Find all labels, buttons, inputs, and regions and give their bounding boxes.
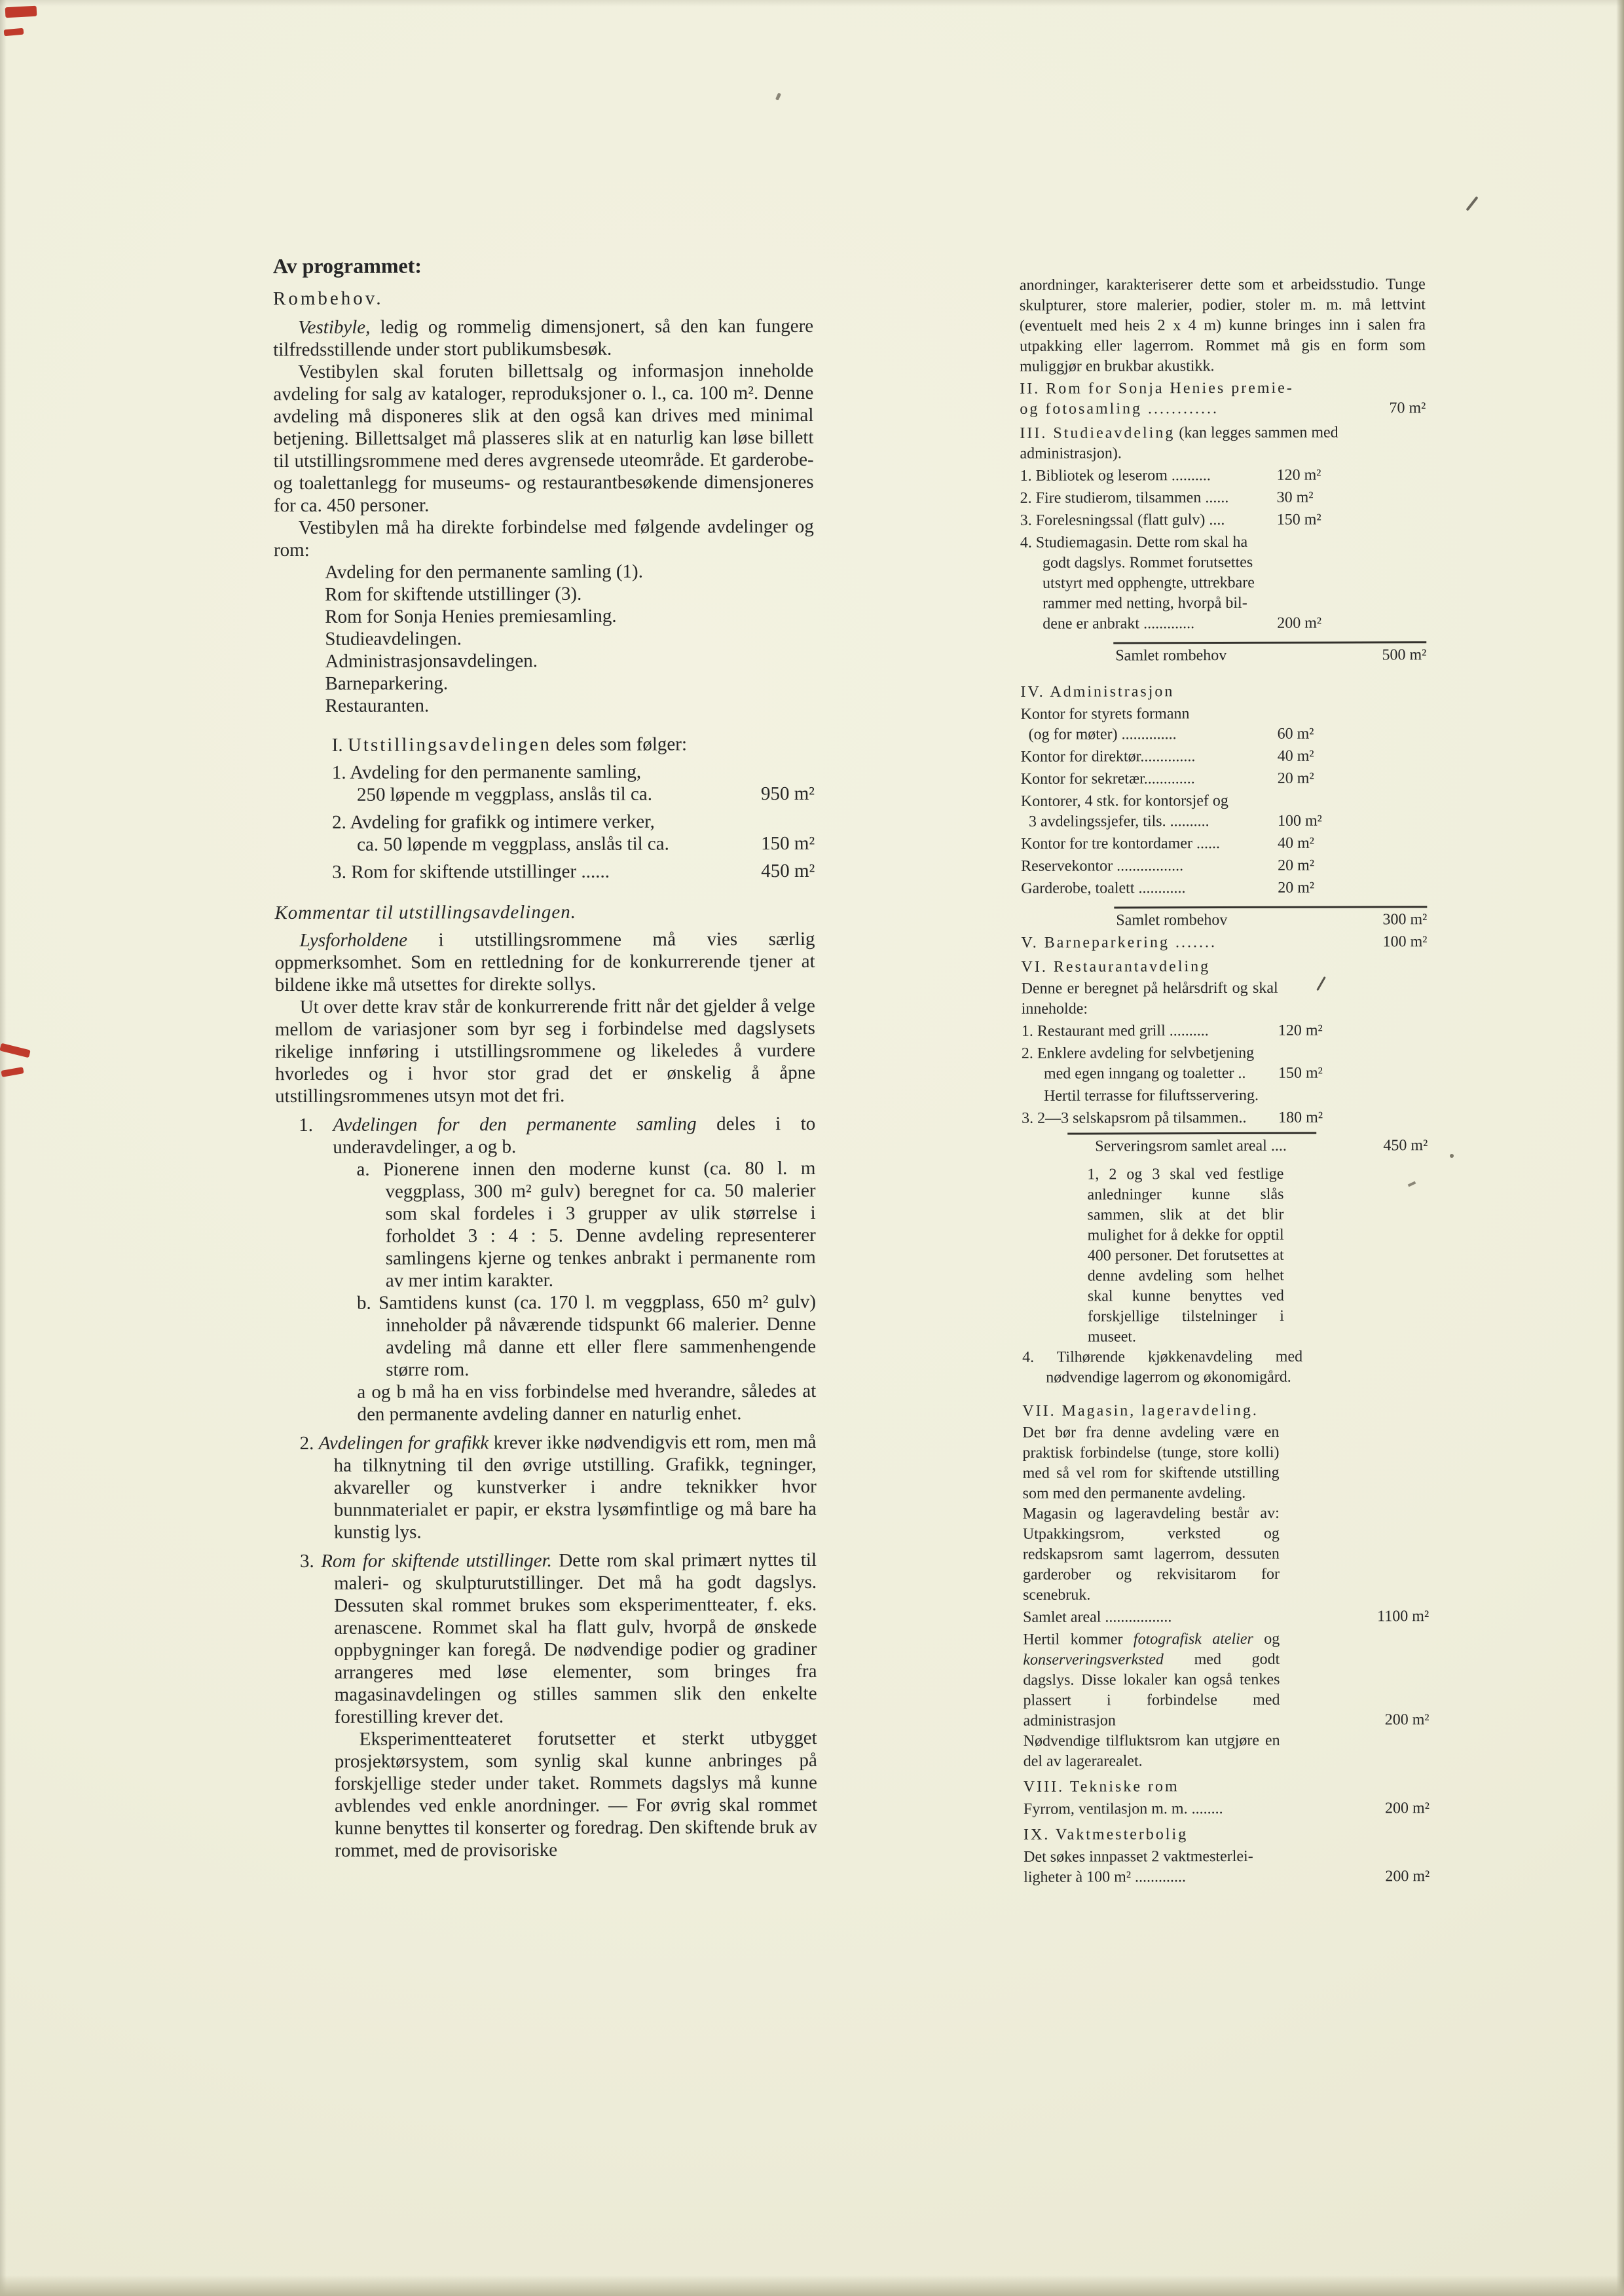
connection-item: Restauranten. bbox=[325, 695, 430, 716]
para-text: med godt dagslys. Disse lokaler kan også tenkes plassert i forbindelse med administrasjon bbox=[1023, 1650, 1280, 1730]
para-eksperimentteater: Eksperimentteateret forutsetter et sterkt utbygget prosjektørsystem, som synlig skal kunne anbringes på forskjellige steder under taket. Rommets dagslys må kunne avblendes ved enkle anordninger. — For øvrig skal rommet kunne benyttes til konserter og foredrag. Den skiftende bruk av rommet, med de provisoriske bbox=[334, 1727, 818, 1861]
room-label bbox=[1020, 379, 1294, 420]
item-marker: a. bbox=[356, 1158, 370, 1180]
exhibition-item-text bbox=[274, 760, 739, 806]
restaurant-item bbox=[1022, 1085, 1428, 1107]
room-label: Fyrrom, ventilasjon m. m. ........ bbox=[1023, 1800, 1223, 1818]
room-label bbox=[1022, 1043, 1278, 1084]
sum-row bbox=[1021, 910, 1427, 931]
area-value: 40 m² bbox=[1277, 747, 1314, 765]
room-label bbox=[1020, 532, 1277, 635]
room-label bbox=[1022, 1086, 1278, 1107]
italic-lead: Vestibyle, bbox=[298, 316, 371, 338]
study-item bbox=[1020, 509, 1426, 531]
para-text: deles i to underavdelinger, a og b. bbox=[333, 1113, 816, 1158]
section-numeral: I. bbox=[331, 734, 343, 756]
page-title: Av programmet: bbox=[272, 253, 422, 278]
paper-speck bbox=[775, 92, 781, 100]
item-line: 1. Avdeling for den permanente samling, bbox=[331, 761, 642, 783]
connection-item: Barneparkering. bbox=[325, 673, 449, 694]
section-heading-VII: VII. Magasin, lageravdeling. bbox=[1022, 1401, 1259, 1420]
section-heading-III bbox=[1020, 422, 1360, 464]
area-value: 20 m² bbox=[1278, 857, 1315, 874]
restaurant-item bbox=[1022, 1107, 1428, 1129]
room-label bbox=[1020, 466, 1277, 487]
room-label bbox=[1021, 878, 1278, 899]
room-label bbox=[1020, 510, 1277, 531]
para-text: ledig og rommelig dimensjonert, så den kan fungere tilfredsstillende under stort publikumsbesøk. bbox=[273, 315, 814, 361]
item-line: med egen inngang og toaletter .. bbox=[1043, 1064, 1246, 1083]
area-value: 450 m² bbox=[761, 860, 815, 882]
sum-row bbox=[1020, 645, 1426, 667]
room-label bbox=[1020, 704, 1277, 745]
area-value: 60 m² bbox=[1277, 725, 1314, 743]
admin-item bbox=[1021, 855, 1427, 877]
admin-item bbox=[1021, 833, 1427, 855]
item-line: Det søkes innpasset 2 vaktmesterlei- bbox=[1024, 1847, 1253, 1866]
item-line: 3. Rom for skiftende utstillinger ...... bbox=[332, 861, 610, 883]
serving-sum-row bbox=[1022, 1136, 1428, 1157]
admin-item bbox=[1021, 746, 1427, 768]
study-item bbox=[1020, 465, 1426, 487]
item-line: rammer med netting, hvorpå bil- bbox=[1043, 594, 1247, 612]
item-line: ca. 50 løpende m veggplass, anslås til ca. bbox=[357, 833, 669, 855]
teknisk-item bbox=[1024, 1798, 1430, 1820]
sum-rule bbox=[1113, 641, 1426, 644]
paper-speck bbox=[1466, 196, 1478, 212]
item-line: Garderobe, toalett ............ bbox=[1021, 880, 1186, 897]
room-label bbox=[1020, 488, 1277, 509]
room-label bbox=[1022, 1021, 1278, 1042]
connection-list bbox=[274, 560, 815, 717]
area-value: 150 m² bbox=[1278, 1064, 1323, 1082]
section-title: III. Studieavdeling bbox=[1020, 424, 1175, 442]
connection-item: Administrasjonsavdelingen. bbox=[325, 650, 538, 672]
para-tilfluktsrom: Nødvendige tilfluktsrom kan utgjøre en del av lagerarealet. bbox=[1023, 1731, 1280, 1770]
room-label bbox=[1021, 856, 1278, 877]
item-line: Kontor for sekretær............. bbox=[1020, 770, 1195, 788]
item-line: Kontor for direktør.............. bbox=[1020, 748, 1196, 766]
heading-utstillingsavdelingen bbox=[274, 733, 815, 756]
italic-lead: Avdelingen for grafikk bbox=[318, 1432, 489, 1454]
section-heading-IV: IV. Administrasjon bbox=[1020, 683, 1175, 701]
para-vestibyle bbox=[273, 315, 813, 361]
area-value: 120 m² bbox=[1278, 1022, 1323, 1039]
area-value: 120 m² bbox=[1276, 466, 1321, 484]
item-line: 4. Studiemagasin. Dette rom skal ha bbox=[1020, 533, 1248, 551]
para-text: og bbox=[1253, 1630, 1280, 1648]
item-line: Hertil terrasse for filuftsservering. bbox=[1044, 1086, 1259, 1105]
sum-rule bbox=[1114, 906, 1427, 908]
para-text: Pionerene innen den moderne kunst (ca. 80 l. m veggplass, 300 m² gulv) beregnet for ca. 50 malerier som skal fordeles i 3 grupper av ulik størrelse i forholdet 3 : 4 : 5. Denne avdeling representerer samlingens kjerne og tenkes anbrakt i permanente rom av mer intim karakter. bbox=[383, 1157, 816, 1291]
area-value: 180 m² bbox=[1278, 1109, 1323, 1126]
area-value: 100 m² bbox=[1277, 812, 1322, 830]
section-heading-VIII: VIII. Tekniske rom bbox=[1023, 1778, 1179, 1796]
item-line: 1. Bibliotek og leserom .......... bbox=[1020, 467, 1211, 485]
exhibition-item-text bbox=[274, 860, 739, 883]
item-line: 3. 2—3 selskapsrom på tilsammen.. bbox=[1022, 1109, 1247, 1127]
connection-item: Rom for skiftende utstillinger (3). bbox=[325, 583, 582, 605]
red-margin-mark-2 bbox=[1, 1067, 24, 1077]
sum-label: Samlet rombehov bbox=[1115, 646, 1227, 665]
item-marker: 1. bbox=[299, 1114, 314, 1136]
connection-item: Avdeling for den permanente samling (1). bbox=[325, 561, 643, 583]
page-edge-shadow-top bbox=[0, 0, 1624, 7]
red-margin-mark-1 bbox=[0, 1043, 31, 1058]
item-line: 3. Forelesningssal (flatt gulv) .... bbox=[1020, 511, 1225, 529]
area-value: 200 m² bbox=[1384, 1800, 1430, 1817]
para-vestibylen-forbindelse: Vestibylen må ha direkte forbindelse med følgende avdelinger og rom: bbox=[273, 515, 814, 561]
area-value: 150 m² bbox=[1276, 511, 1321, 528]
red-registration-mark-2 bbox=[4, 28, 24, 37]
numbered-item-permanente bbox=[275, 1113, 815, 1158]
subitem-a bbox=[356, 1157, 816, 1292]
room-label bbox=[1021, 747, 1278, 768]
item-line: 1. Restaurant med grill .......... bbox=[1021, 1022, 1209, 1040]
area-value: 20 m² bbox=[1278, 879, 1315, 897]
item-line: Kontor for styrets formann bbox=[1020, 705, 1190, 723]
para-text: Hertil kommer bbox=[1023, 1631, 1134, 1648]
para-text: krever ikke nødvendigvis ett rom, men må ha tilknytning til den øvrige utstilling. Grafikk, tegninger, akvareller og kunstverker i andre teknikker hvor bunnmaterialet er papir, er ekstra lysømfintlige og må bare ha kunstig lys. bbox=[333, 1431, 817, 1543]
item-line: 250 løpende m veggplass, anslås til ca. bbox=[356, 783, 653, 805]
subitem-b bbox=[357, 1291, 816, 1381]
section-title: Utstillingsavdelingen bbox=[347, 733, 552, 756]
item-line: 2. Fire studierom, tilsammen ...... bbox=[1020, 489, 1229, 507]
area-value: 1100 m² bbox=[1377, 1608, 1430, 1625]
area-value: 40 m² bbox=[1278, 834, 1314, 852]
sum-label: Samlet rombehov bbox=[1116, 911, 1228, 929]
page-edge-shadow-left bbox=[0, 0, 7, 2296]
item-line: dene er anbrakt ............. bbox=[1043, 615, 1195, 633]
study-item bbox=[1020, 532, 1426, 635]
area-value: 30 m² bbox=[1276, 489, 1314, 506]
item-kjokkenavdeling: 4. Tilhørende kjøkkenavdeling med nødvendige lagerrom og økonomigård. bbox=[1022, 1348, 1303, 1386]
para-vestibylen-info: Vestibylen skal foruten billettsalg og informasjon inneholde avdeling for salg av kataloger, reproduksjoner o. l., ca. 100 m². Denne avdeling må disponeres slik at den også kan drives med minimal betjening. Billettsalget må plasseres slik at en naturlig kan løse billett til utstillingsrommene med deres avgrensede uteområde. Et garderobe- og toalettanlegg for museums- og restaurantbesøkende dimensjoneres for ca. 450 personer. bbox=[273, 360, 814, 517]
left-column bbox=[273, 253, 817, 1862]
room-label bbox=[1021, 791, 1278, 832]
area-value: 200 m² bbox=[1277, 614, 1322, 632]
restaurant-item bbox=[1022, 1020, 1428, 1042]
admin-item bbox=[1021, 878, 1427, 899]
area-value: 70 m² bbox=[1389, 399, 1426, 417]
para-text: i utstillingsrommene må vies særlig oppmerksomhet. Som en rettledning for de konkurrerende tjener at bildene ikke må utsettes for direkte sollys. bbox=[274, 928, 815, 996]
numbered-item-grafikk bbox=[276, 1431, 816, 1544]
section-title-rest: (kan legges sammen med administrasjon). bbox=[1020, 424, 1338, 462]
room-label bbox=[1022, 1108, 1278, 1129]
section-heading-II-line: og fotosamling ............ bbox=[1020, 400, 1219, 418]
para-fotografisk bbox=[1023, 1629, 1280, 1731]
italic-lead: Lysforholdene bbox=[299, 929, 408, 951]
heading-rombehov: Rombehov. bbox=[272, 287, 384, 310]
connection-item: Rom for Sonja Henies premiesamling. bbox=[325, 605, 617, 627]
item-line: ligheter à 100 m² ............. bbox=[1024, 1868, 1187, 1886]
item-marker: 2. bbox=[299, 1432, 314, 1454]
numbered-item-skiftende bbox=[276, 1549, 817, 1728]
para-restaurant-intro: Denne er beregnet på helårsdrift og skal inneholde: bbox=[1021, 979, 1278, 1018]
item-line: 2. Enklere avdeling for selvbetjening bbox=[1021, 1044, 1255, 1062]
area-value: 200 m² bbox=[1385, 1868, 1430, 1885]
italic-term: konserveringsverksted bbox=[1023, 1651, 1164, 1669]
item-line: (og for møter) .............. bbox=[1028, 726, 1177, 743]
area-value: 450 m² bbox=[1383, 1137, 1428, 1155]
item-line: godt dagslys. Rommet forutsettes bbox=[1042, 553, 1253, 572]
section-heading-VI: VI. Restaurantavdeling bbox=[1021, 958, 1211, 976]
para-text: Samtidens kunst (ca. 170 l. m veggplass, 650 m² gulv) inneholder på nåværende tidspunkt 66 malerier. Denne avdeling må danne ett eller flere sammenhengende større rom. bbox=[378, 1291, 817, 1380]
section-heading-II-line: II. Rom for Sonja Henies premie- bbox=[1020, 379, 1294, 398]
room-label bbox=[1021, 834, 1278, 855]
page-edge-shadow-bottom bbox=[0, 2275, 1624, 2296]
connection-item: Studieavdelingen. bbox=[325, 628, 462, 650]
area-value: 200 m² bbox=[1384, 1711, 1430, 1729]
para-festlige: 1, 2 og 3 skal ved festlige anledninger kunne slås sammen, slik at det blir mulighet for å dekke for opptil 400 personer. Det forutsettes at denne avdeling som helhet skal kunne benyttes ved forskjellige tilstelninger i museet. bbox=[1087, 1165, 1284, 1346]
admin-item bbox=[1021, 768, 1427, 790]
section-heading-IX: IX. Vaktmesterbolig bbox=[1023, 1826, 1189, 1843]
right-column bbox=[1020, 274, 1430, 1888]
para-utover: Ut over dette krav står de konkurrerende fritt når det gjelder å velge mellom de variasjoner som byr seg i forbindelse med dagslysets rikelige innføring i utstillingsrommene og likeledes å vurdere hvorledes og i hvor stor grad det er ønskelig å åpne utstillingsrommenes utsyn mot det fri. bbox=[274, 995, 816, 1107]
item-line: utstyrt med opphengte, uttrekbare bbox=[1042, 574, 1255, 592]
admin-item bbox=[1020, 703, 1426, 745]
admin-item bbox=[1021, 790, 1427, 832]
section-title-rest: deles som følger: bbox=[551, 733, 688, 755]
room-label bbox=[1024, 1847, 1280, 1888]
restaurant-item bbox=[1022, 1043, 1428, 1084]
study-item bbox=[1020, 487, 1426, 509]
para-anordninger: anordninger, karakteriserer dette som et arbeidsstudio. Tunge skulpturer, store malerier, podier, stoler m. m. må lettvint (eventuelt med heis 2 x 4 m) kunne bringes inn i salen fra utpakking eller lagerrom. Rommet må gis en form som muliggjør en brukbar akustikk. bbox=[1019, 276, 1426, 375]
para-ab-forbindelse: a og b må ha en viss forbindelse med hverandre, således at den permanente avdeling danner en naturlig enhet. bbox=[357, 1380, 817, 1425]
item-line: Reservekontor ................. bbox=[1021, 857, 1184, 875]
area-value: 950 m² bbox=[760, 783, 815, 805]
page-edge-shadow-right bbox=[1616, 0, 1624, 2296]
heading-kommentar: Kommentar til utstillingsavdelingen. bbox=[274, 901, 576, 924]
sum-label: Serveringsrom samlet areal .... bbox=[1095, 1137, 1287, 1155]
area-value: 500 m² bbox=[1382, 646, 1427, 664]
item-line: 2. Avdeling for grafikk og intimere verker, bbox=[332, 811, 655, 833]
para-lysforholdene bbox=[274, 928, 815, 996]
exhibition-item bbox=[274, 860, 815, 883]
italic-lead: Avdelingen for den permanente samling bbox=[333, 1113, 697, 1136]
area-value: 20 m² bbox=[1277, 769, 1314, 787]
item-marker: b. bbox=[356, 1292, 371, 1314]
exhibition-item bbox=[274, 810, 815, 856]
section-II-row bbox=[1020, 378, 1426, 420]
area-value: 100 m² bbox=[1382, 933, 1428, 951]
exhibition-item-text bbox=[274, 810, 739, 856]
para-magasin-forbindelse: Det bør fra denne avdeling være en praktisk forbindelse (tunge, store kolli) med så vel rom for skiftende utstilling som med den permanente avdeling. bbox=[1022, 1423, 1280, 1502]
area-value: 300 m² bbox=[1382, 911, 1428, 929]
sum-label: Samlet areal ................. bbox=[1023, 1608, 1172, 1626]
vaktmester-item bbox=[1024, 1846, 1430, 1888]
room-label bbox=[1021, 769, 1278, 790]
sum-rule bbox=[1067, 1132, 1316, 1135]
paper-speck bbox=[1450, 1154, 1454, 1158]
para-magasin-innhold: Magasin og lageravdeling består av: Utpakkingsrom, verksted og redskapsrom samt lagerrom, dessuten garderober og rekvisitarom for scenebruk. bbox=[1022, 1504, 1280, 1604]
samlet-areal-row bbox=[1023, 1606, 1429, 1628]
italic-lead: Rom for skiftende utstillinger. bbox=[321, 1549, 552, 1572]
item-line: Kontor for tre kontordamer ...... bbox=[1021, 835, 1221, 853]
item-marker: 3. bbox=[299, 1550, 314, 1572]
item-line: Kontorer, 4 stk. for kontorsjef og bbox=[1020, 792, 1228, 810]
exhibition-item bbox=[274, 760, 815, 806]
red-registration-mark-1 bbox=[5, 6, 37, 18]
item-line: 3 avdelingssjefer, tils. .......... bbox=[1028, 813, 1209, 830]
fotografisk-row bbox=[1023, 1629, 1429, 1731]
para-text: Dette rom skal primært nyttes til maleri- og skulpturutstillinger. Det må ha godt dagslys. Dessuten skal rommet brukes som eksperimentteater, f. eks. arenascene. Rommet skal ha flatt gulv, hvorpå de ønskede oppbygninger kan foregå. De nødvendige podier og gradiner arrangeres med løse elementer, som bringes fra magasinavdelingen og stilles sammen slik den enkelte forestilling krever det. bbox=[334, 1549, 817, 1728]
section-heading-V: V. Barneparkering ....... bbox=[1021, 934, 1217, 952]
italic-term: fotografisk atelier bbox=[1133, 1630, 1253, 1648]
section-V-row bbox=[1021, 932, 1427, 954]
area-value: 150 m² bbox=[761, 832, 815, 855]
